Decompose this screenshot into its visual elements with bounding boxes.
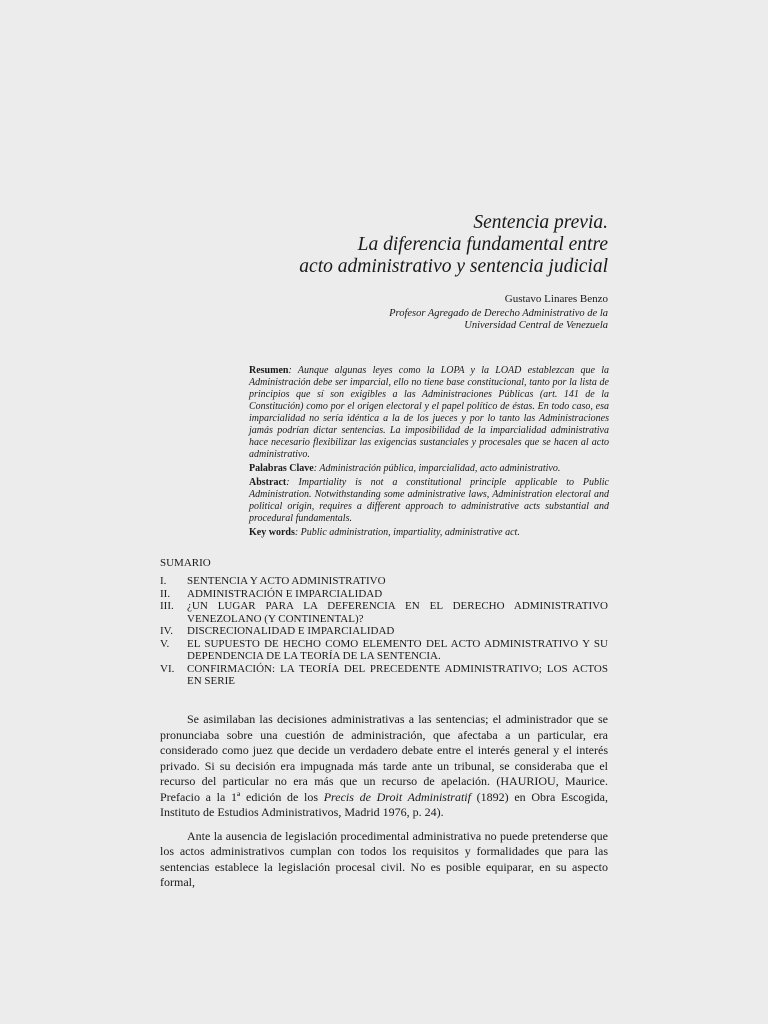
abstract-label: Abstract xyxy=(249,477,287,488)
body-text xyxy=(160,712,608,899)
sumario-item-text: CONFIRMACIÓN: LA TEORÍA DEL PRECEDENTE ADMINISTRATIVO; LOS ACTOS EN SERIE xyxy=(187,662,608,687)
sumario-item-number: VI. xyxy=(160,662,175,675)
resumen-text: : Aunque algunas leyes como la LOPA y la LOAD establezcan que la Administración debe ser imparcial, ello no tiene base constitucional, tanto por la lista de principios que sí son exigibles a las Administraciones Públicas (art. 141 de la Constitución) como por el origen electoral y el papel político de éstas. En todo caso, esa imparcialidad no sería idéntica a la de los jueces y por lo tanto las Administraciones jamás podrían dictar sentencias. La imposibilidad de la imparcialidad administrativa hace necesario flexibilizar las exigencias sustanciales y procesales que se hacen al acto administrativo. xyxy=(249,365,609,460)
palabras-clave-paragraph xyxy=(249,463,609,475)
sumario-item xyxy=(160,638,608,663)
body-p1-part2: (1892) en Obra Escogida, Instituto de Estudios Administrativos, Madrid 1976, p. 24). xyxy=(160,789,608,819)
affiliation-line-2: Universidad Central de Venezuela xyxy=(464,320,608,331)
key-words-text: : Public administration, impartiality, administrative act. xyxy=(294,527,520,538)
sumario-item-number: V. xyxy=(160,637,170,650)
sumario-item-text: EL SUPUESTO DE HECHO COMO ELEMENTO DEL ACTO ADMINISTRATIVO Y SU DEPENDENCIA DE LA TEORÍA DE LA SENTENCIA. xyxy=(187,637,608,662)
palabras-clave-text: : Administración pública, imparcialidad, acto administrativo. xyxy=(313,463,561,474)
resumen-paragraph xyxy=(249,365,609,461)
title-line-2: La diferencia fundamental entre xyxy=(357,234,608,255)
article-title xyxy=(299,212,608,278)
sumario-item xyxy=(160,575,608,588)
sumario-item-number: I. xyxy=(160,575,167,587)
key-words-paragraph xyxy=(249,527,609,539)
sumario-heading: SUMARIO xyxy=(160,557,211,569)
affiliation-line-1: Profesor Agregado de Derecho Administrativo de la xyxy=(389,308,608,319)
abstract-block xyxy=(249,365,609,541)
sumario-item-number: II. xyxy=(160,587,171,600)
sumario-item-text: ¿UN LUGAR PARA LA DEFERENCIA EN EL DERECHO ADMINISTRATIVO VENEZOLANO (Y CONTINENTAL)? xyxy=(187,600,608,625)
sumario-item-text: SENTENCIA Y ACTO ADMINISTRATIVO xyxy=(187,575,386,587)
body-paragraph-1 xyxy=(160,712,608,821)
body-paragraph-2: Ante la ausencia de legislación procedimental administrativa no puede pretenderse que los actos administrativos cumplan con todos los requisitos y formalidades que para las sentencias establece la legislación procesal civil. No es posible equiparar, en su aspecto formal, xyxy=(160,828,608,889)
sumario-item xyxy=(160,625,608,638)
title-line-1: Sentencia previa. xyxy=(473,212,608,233)
abstract-paragraph xyxy=(249,477,609,525)
sumario-item-text: DISCRECIONALIDAD E IMPARCIALIDAD xyxy=(187,625,395,637)
sumario-item-text: ADMINISTRACIÓN E IMPARCIALIDAD xyxy=(187,587,383,600)
title-line-3: acto administrativo y sentencia judicial xyxy=(299,256,608,277)
sumario-item xyxy=(160,600,608,625)
key-words-label: Key words xyxy=(249,527,295,538)
abstract-text: : Impartiality is not a constitutional principle applicable to Public Administration. Notwithstanding some administrative laws, Administration electoral and political origin, requires a different approach to administrative acts substantial and procedural fundamentals. xyxy=(249,477,609,524)
palabras-clave-label: Palabras Clave xyxy=(249,463,314,474)
body-p1-part1: Se asimilaban las decisiones administrativas a las sentencias; el administrador que se pronunciaba sobre una cuestión de administración, que afectaba a un particular, era considerado como juez que decide un verdadero debate entre el interés general y el interés privado. Si su decisión era impugnada más tarde ante un tribunal, se consideraba que el recurso del particular no era más que un recurso de apelación. (HAURIOU, Maurice. Prefacio a la 1ª edición de los xyxy=(160,712,608,804)
sumario-list xyxy=(160,575,608,688)
resumen-label: Resumen xyxy=(249,365,289,376)
sumario-item-number: III. xyxy=(160,600,174,612)
author-affiliation xyxy=(389,308,608,332)
sumario-item-number: IV. xyxy=(160,625,173,637)
sumario-item xyxy=(160,588,608,601)
sumario-item xyxy=(160,663,608,688)
body-p1-italic-title: Precis de Droit Administratif xyxy=(323,789,471,804)
author-name: Gustavo Linares Benzo xyxy=(504,293,608,305)
